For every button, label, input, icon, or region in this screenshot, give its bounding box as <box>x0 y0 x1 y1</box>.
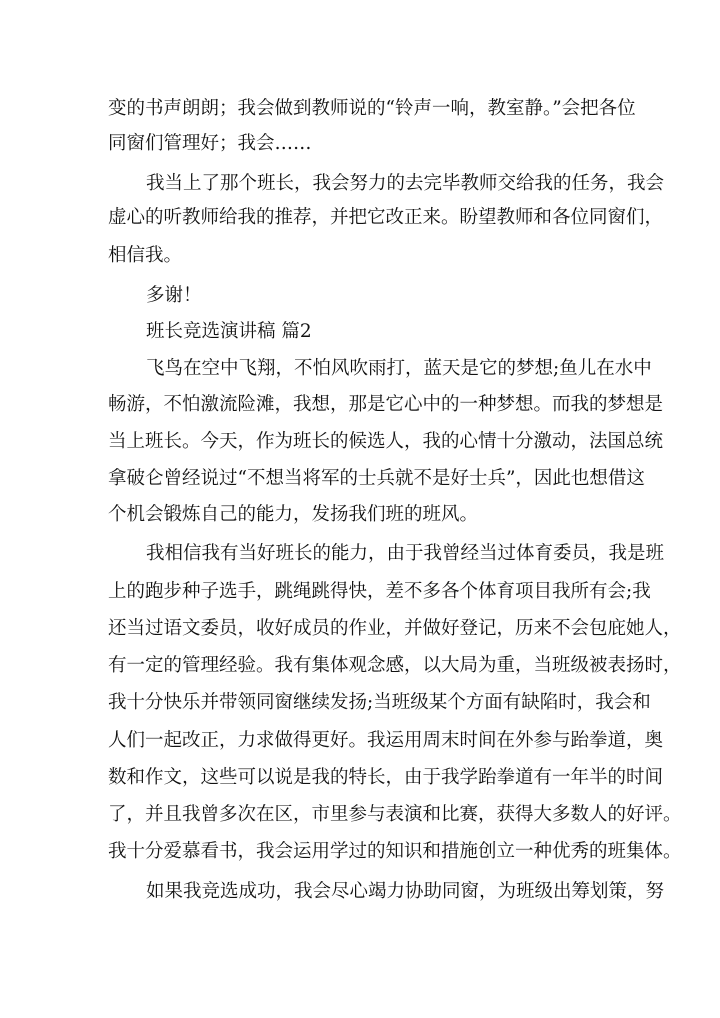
text-line: 如果我竞选成功，我会尽心竭力协助同窗，为班级出筹划策，努 <box>146 881 665 902</box>
text-line: 虚心的听教师给我的推荐，并把它改正来。盼望教师和各位同窗们， <box>108 207 664 228</box>
text-line: 我当上了那个班长，我会努力的去完毕教师交给我的任务，我会 <box>146 173 665 194</box>
text-line: 我十分爱慕看书，我会运用学过的知识和措施创立一种优秀的班集体。 <box>108 841 682 862</box>
text-line: 当上班长。今天，作为班长的候选人，我的心情十分激动，法国总统 <box>108 431 664 452</box>
text-line: 同窗们管理好；我会…… <box>108 133 312 154</box>
text-line: 畅游，不怕激流险滩，我想，那是它心中的一种梦想。而我的梦想是 <box>108 394 664 415</box>
text-line: 上的跑步种子选手，跳绳跳得快，差不多各个体育项目我所有会;我 <box>108 581 651 602</box>
text-line: 个机会锻炼自己的能力，发扬我们班的班风。 <box>108 504 479 525</box>
text-line: 飞鸟在空中飞翔，不怕风吹雨打，蓝天是它的梦想;鱼儿在水中 <box>146 358 652 379</box>
text-line: 变的书声朗朗；我会做到教师说的“铃声一响，教室静。”会把各位 <box>108 98 636 119</box>
text-line: 人们一起改正，力求做得更好。我运用周末时间在外参与跆拳道，奥 <box>108 730 664 751</box>
text-line: 我十分快乐并带领同窗继续发扬;当班级某个方面有缺陷时，我会和 <box>108 692 651 713</box>
section-heading: 班长竞选演讲稿 篇2 <box>146 321 312 342</box>
text-line: 数和作文，这些可以说是我的特长，由于我学跆拳道有一年半的时间 <box>108 767 664 788</box>
text-line: 我相信我有当好班长的能力，由于我曾经当过体育委员，我是班 <box>146 543 665 564</box>
text-line: 相信我。 <box>108 245 183 266</box>
text-line: 多谢！ <box>146 285 202 306</box>
text-line: 还当过语文委员，收好成员的作业，并做好登记，历来不会包庇她人， <box>108 618 682 639</box>
text-line: 拿破仑曾经说过“不想当将军的士兵就不是好士兵”，因此也想借这 <box>108 468 645 489</box>
text-line: 有一定的管理经验。我有集体观念感，以大局为重，当班级被表扬时， <box>108 655 682 676</box>
text-line: 了，并且我曾多次在区，市里参与表演和比赛，获得大多数人的好评。 <box>108 804 682 825</box>
